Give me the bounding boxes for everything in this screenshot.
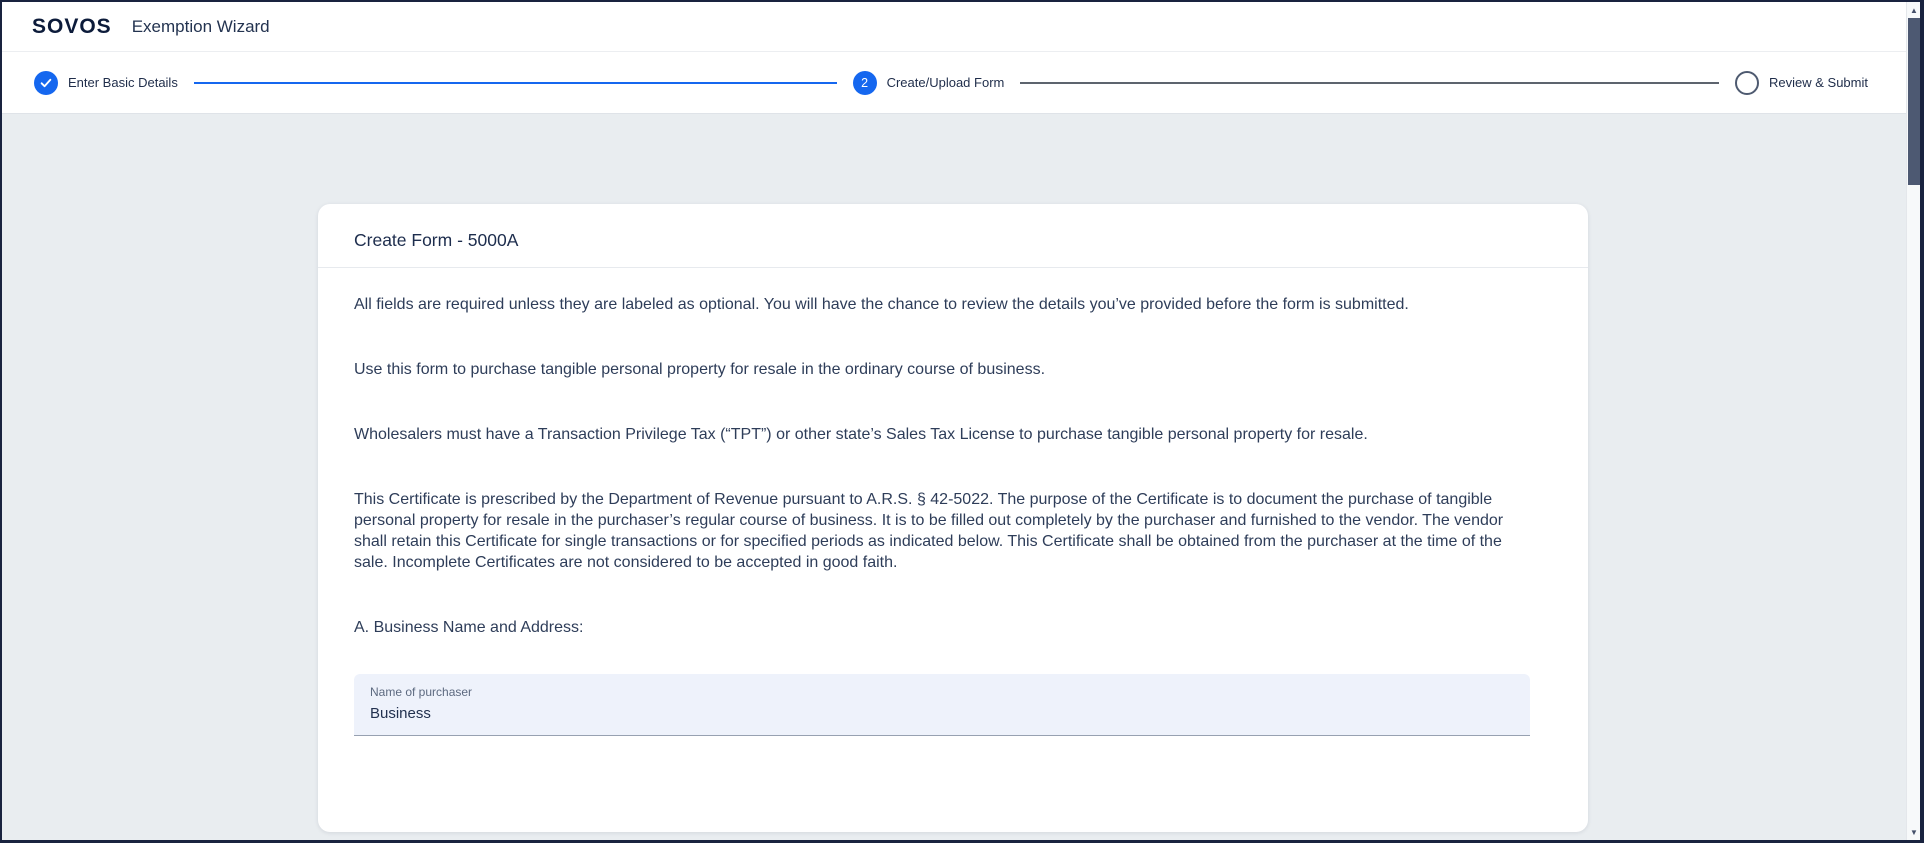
step-label: Create/Upload Form bbox=[886, 75, 1005, 90]
header bbox=[2, 2, 1920, 114]
form-instructions-certificate: This Certificate is prescribed by the Department of Revenue pursuant to A.R.S. § 42-5022. The purpose of the Certificate is to document the purchase of tangible personal property for resale in the purchaser’s regular course of business. It is to be filled out completely by the purchaser and furnished to the vendor. The vendor shall retain this Certificate for single transactions or for specified periods as indicated below. This Certificate shall be obtained from the purchaser at the time of the sale. Incomplete Certificates are not considered to be accepted in good faith. bbox=[354, 491, 1504, 571]
section-label-business-name-address: A. Business Name and Address: bbox=[354, 619, 584, 636]
card-title: Create Form - 5000A bbox=[354, 230, 519, 250]
stepper bbox=[2, 52, 1920, 114]
name-of-purchaser-input[interactable] bbox=[370, 705, 1514, 723]
stepper-step-review-submit[interactable] bbox=[1735, 71, 1868, 95]
page-background bbox=[2, 204, 1920, 843]
stepper-connector bbox=[194, 82, 837, 84]
card-body bbox=[318, 268, 1588, 766]
name-of-purchaser-field[interactable] bbox=[354, 674, 1530, 736]
scroll-down-icon[interactable]: ▼ bbox=[1907, 825, 1921, 839]
card-title-row bbox=[318, 204, 1588, 268]
stepper-connector bbox=[1020, 82, 1719, 84]
form-instructions-required-fields: All fields are required unless they are labeled as optional. You will have the chance to review the details you’ve provided before the form is submitted. bbox=[354, 296, 1409, 313]
step-label: Enter Basic Details bbox=[68, 75, 178, 90]
form-card bbox=[318, 204, 1588, 832]
scroll-up-icon[interactable]: ▲ bbox=[1907, 3, 1921, 17]
scrollbar-thumb[interactable] bbox=[1908, 18, 1920, 185]
sovos-logo: SOVOS bbox=[32, 14, 112, 38]
form-instructions-wholesalers: Wholesalers must have a Transaction Privilege Tax (“TPT”) or other state’s Sales Tax License to purchase tangible personal property for resale. bbox=[354, 426, 1368, 443]
stepper-step-create-upload-form[interactable] bbox=[853, 71, 1005, 95]
step-empty-circle-icon bbox=[1735, 71, 1759, 95]
form-instructions-purpose: Use this form to purchase tangible personal property for resale in the ordinary course of business. bbox=[354, 361, 1046, 378]
page-title: Exemption Wizard bbox=[131, 16, 270, 36]
stepper-step-enter-basic-details[interactable] bbox=[34, 71, 178, 95]
field-label: Name of purchaser bbox=[370, 685, 473, 699]
brand-row bbox=[2, 2, 1920, 52]
step-number-icon: 2 bbox=[853, 71, 877, 95]
scrollbar[interactable] bbox=[1906, 2, 1920, 840]
step-label: Review & Submit bbox=[1769, 75, 1868, 90]
step-complete-check-icon bbox=[34, 71, 58, 95]
